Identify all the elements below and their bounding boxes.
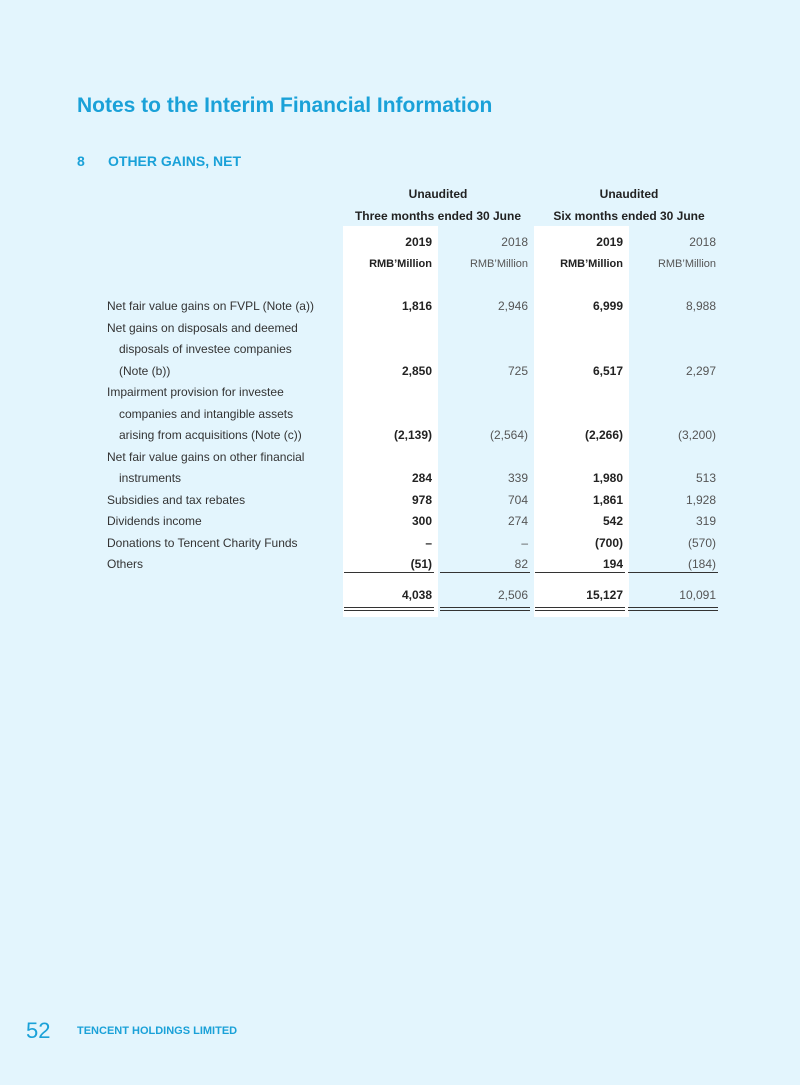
row-label: disposals of investee companies (119, 342, 292, 356)
column-unit-0: RMB’Million (369, 258, 432, 270)
row-value: 300 (411, 514, 432, 528)
row-value: 82 (514, 557, 528, 571)
row-label: instruments (119, 471, 182, 485)
row-value: 284 (411, 471, 432, 485)
row-value: 8,988 (685, 299, 716, 313)
subtotal-rule (344, 572, 434, 573)
row-value: 2,850 (401, 363, 432, 378)
column-year-1: 2018 (501, 235, 528, 249)
group2-period: Six months ended 30 June (553, 209, 705, 223)
row-label: Net fair value gains on other financial (107, 449, 305, 464)
subtotal-rule (628, 572, 718, 573)
row-label: Net fair value gains on FVPL (Note (a)) (107, 299, 314, 313)
section-number: 8 (77, 153, 85, 169)
row-value: 513 (695, 471, 716, 485)
row-label: Impairment provision for investee (107, 385, 284, 399)
subtotal-rule (535, 572, 625, 573)
total-value: 10,091 (679, 587, 716, 602)
column-year-3: 2018 (689, 235, 716, 249)
column-year-0: 2019 (405, 235, 432, 249)
total-value: 4,038 (401, 587, 432, 602)
total-double-rule (440, 607, 530, 611)
row-value: – (425, 535, 432, 550)
row-value: (2,139) (393, 428, 432, 442)
row-value: – (521, 535, 528, 550)
column-unit-2: RMB’Million (560, 258, 623, 270)
column-unit-1: RMB’Million (469, 258, 528, 270)
group1-period: Three months ended 30 June (354, 209, 522, 223)
company-name: TENCENT HOLDINGS LIMITED (77, 1025, 238, 1037)
section-heading (77, 153, 241, 169)
group2-status: Unaudited (599, 187, 659, 201)
row-label: Subsidies and tax rebates (107, 492, 246, 507)
page-title: Notes to the Interim Financial Information (77, 94, 493, 117)
total-double-rule (628, 607, 718, 611)
row-value: 274 (507, 514, 528, 528)
row-label: Donations to Tencent Charity Funds (107, 535, 298, 550)
row-value: (184) (687, 557, 716, 571)
group1-status: Unaudited (408, 187, 468, 201)
total-value: 2,506 (497, 587, 528, 602)
row-value: 6,999 (592, 299, 623, 313)
row-value: 2,297 (685, 363, 716, 378)
row-value: 725 (507, 363, 528, 378)
row-value: 194 (602, 557, 623, 571)
row-value: 1,928 (685, 492, 716, 507)
row-label: Net gains on disposals and deemed (107, 320, 298, 335)
row-label: Dividends income (107, 514, 202, 528)
row-value: 6,517 (592, 363, 623, 378)
row-value: 1,861 (592, 492, 623, 507)
row-value: (700) (594, 535, 623, 550)
row-label: arising from acquisitions (Note (c)) (119, 428, 302, 442)
column-unit-3: RMB’Million (657, 258, 716, 270)
row-value: 1,980 (592, 471, 623, 485)
row-label: (Note (b)) (119, 363, 171, 378)
row-label: companies and intangible assets (119, 406, 294, 421)
row-label: Others (107, 557, 144, 571)
total-double-rule (344, 607, 434, 611)
row-value: 978 (411, 492, 432, 507)
row-value: 704 (507, 492, 528, 507)
section-title: OTHER GAINS, NET (108, 153, 242, 169)
page-number: 52 (26, 1018, 51, 1043)
row-value: (2,266) (584, 428, 623, 442)
row-value: 319 (695, 514, 716, 528)
row-value: 2,946 (497, 299, 528, 313)
row-value: (3,200) (677, 428, 716, 442)
total-double-rule (535, 607, 625, 611)
row-value: (51) (410, 557, 432, 571)
row-value: (2,564) (489, 428, 528, 442)
subtotal-rule (440, 572, 530, 573)
row-value: (570) (687, 535, 716, 550)
row-value: 542 (602, 514, 623, 528)
row-value: 339 (507, 471, 528, 485)
row-value: 1,816 (401, 299, 432, 313)
column-year-2: 2019 (596, 235, 623, 249)
total-value: 15,127 (586, 587, 623, 602)
